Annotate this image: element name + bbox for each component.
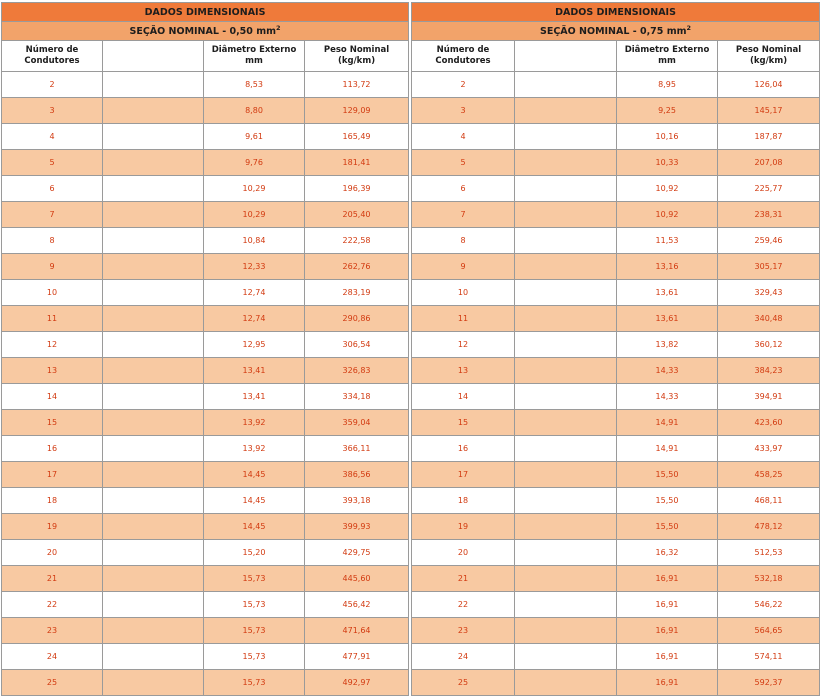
blank-cell	[103, 384, 204, 410]
blank-cell	[515, 358, 617, 384]
conductor-count-cell: 19	[412, 514, 515, 540]
table-row	[412, 462, 820, 488]
conductor-count-cell: 2	[2, 72, 103, 98]
blank-cell	[103, 228, 204, 254]
weight-cell: 359,04	[305, 410, 409, 436]
blank-cell	[515, 436, 617, 462]
blank-cell	[103, 462, 204, 488]
header-conductors-line1: Número de	[25, 45, 79, 55]
header-weight-line1: Peso Nominal	[735, 45, 802, 55]
blank-cell	[103, 306, 204, 332]
blank-cell	[103, 592, 204, 618]
weight-cell: 456,42	[305, 592, 409, 618]
table-row	[412, 514, 820, 540]
blank-cell	[103, 254, 204, 280]
header-diameter-line2: mm	[245, 56, 263, 66]
diameter-cell: 14,45	[204, 462, 305, 488]
diameter-cell: 12,74	[204, 306, 305, 332]
blank-cell	[103, 202, 204, 228]
table-row	[2, 98, 409, 124]
table-row	[412, 384, 820, 410]
weight-cell: 477,91	[305, 644, 409, 670]
table-row	[412, 358, 820, 384]
table-body	[2, 3, 409, 696]
diameter-cell: 14,33	[617, 358, 718, 384]
conductor-count-cell: 19	[2, 514, 103, 540]
header-diameter-line1: Diâmetro Externo	[624, 45, 710, 55]
weight-cell: 478,12	[718, 514, 820, 540]
blank-cell	[103, 514, 204, 540]
conductor-count-cell: 9	[2, 254, 103, 280]
diameter-cell: 10,92	[617, 176, 718, 202]
header-weight-line2: (kg/km)	[337, 56, 376, 66]
section-unit-superscript: 2	[276, 24, 281, 33]
diameter-cell: 10,16	[617, 124, 718, 150]
weight-cell: 126,04	[718, 72, 820, 98]
diameter-cell: 15,73	[204, 618, 305, 644]
diameter-cell: 10,33	[617, 150, 718, 176]
diameter-cell: 11,53	[617, 228, 718, 254]
conductor-count-cell: 15	[2, 410, 103, 436]
conductor-count-cell: 17	[412, 462, 515, 488]
conductor-count-cell: 22	[2, 592, 103, 618]
blank-cell	[103, 280, 204, 306]
conductor-count-cell: 11	[412, 306, 515, 332]
table-row	[412, 566, 820, 592]
table-title: DADOS DIMENSIONAIS	[412, 3, 820, 22]
conductor-count-cell: 7	[2, 202, 103, 228]
blank-cell	[515, 384, 617, 410]
weight-cell: 207,08	[718, 150, 820, 176]
table-row	[2, 306, 409, 332]
table-row	[2, 332, 409, 358]
diameter-cell: 10,84	[204, 228, 305, 254]
diameter-cell: 15,50	[617, 488, 718, 514]
table-row	[412, 176, 820, 202]
conductor-count-cell: 22	[412, 592, 515, 618]
header-row	[2, 41, 409, 72]
conductor-count-cell: 23	[2, 618, 103, 644]
conductor-count-cell: 3	[2, 98, 103, 124]
header-blank	[515, 41, 617, 72]
conductor-count-cell: 6	[412, 176, 515, 202]
table-row	[412, 254, 820, 280]
blank-cell	[515, 254, 617, 280]
diameter-cell: 15,73	[204, 592, 305, 618]
diameter-cell: 10,29	[204, 202, 305, 228]
blank-cell	[515, 98, 617, 124]
table-row	[2, 670, 409, 696]
header-conductors-line1: Número de	[436, 45, 490, 55]
blank-cell	[515, 228, 617, 254]
table-row	[412, 670, 820, 696]
conductor-count-cell: 20	[2, 540, 103, 566]
diameter-cell: 13,16	[617, 254, 718, 280]
table-row	[412, 98, 820, 124]
table-row	[412, 436, 820, 462]
conductor-count-cell: 16	[2, 436, 103, 462]
diameter-cell: 13,82	[617, 332, 718, 358]
conductor-count-cell: 20	[412, 540, 515, 566]
blank-cell	[515, 514, 617, 540]
blank-cell	[103, 566, 204, 592]
section-label-text: SEÇÃO NOMINAL - 0,75 mm	[540, 26, 687, 38]
blank-cell	[515, 150, 617, 176]
blank-cell	[515, 618, 617, 644]
dimension-table-050	[1, 2, 409, 696]
table-row	[412, 306, 820, 332]
weight-cell: 366,11	[305, 436, 409, 462]
table-row	[412, 592, 820, 618]
table-row	[2, 488, 409, 514]
section-row	[412, 22, 820, 41]
weight-cell: 290,86	[305, 306, 409, 332]
weight-cell: 305,17	[718, 254, 820, 280]
weight-cell: 468,11	[718, 488, 820, 514]
table-row	[412, 202, 820, 228]
header-diameter-line2: mm	[658, 56, 676, 66]
weight-cell: 340,48	[718, 306, 820, 332]
table-row	[2, 592, 409, 618]
table-row	[2, 540, 409, 566]
diameter-cell: 14,45	[204, 514, 305, 540]
table-row	[412, 644, 820, 670]
table-panel-075	[411, 2, 819, 696]
diameter-cell: 15,73	[204, 670, 305, 696]
table-row	[2, 280, 409, 306]
table-row	[412, 540, 820, 566]
diameter-cell: 13,61	[617, 306, 718, 332]
weight-cell: 334,18	[305, 384, 409, 410]
header-weight	[305, 41, 409, 72]
conductor-count-cell: 24	[2, 644, 103, 670]
conductor-count-cell: 10	[2, 280, 103, 306]
conductor-count-cell: 5	[2, 150, 103, 176]
blank-cell	[515, 488, 617, 514]
dimension-table-075	[411, 2, 820, 696]
title-row	[412, 3, 820, 22]
conductor-count-cell: 11	[2, 306, 103, 332]
diameter-cell: 16,91	[617, 618, 718, 644]
weight-cell: 283,19	[305, 280, 409, 306]
diameter-cell: 13,41	[204, 358, 305, 384]
weight-cell: 394,91	[718, 384, 820, 410]
diameter-cell: 16,91	[617, 644, 718, 670]
weight-cell: 145,17	[718, 98, 820, 124]
diameter-cell: 14,45	[204, 488, 305, 514]
table-row	[412, 618, 820, 644]
weight-cell: 329,43	[718, 280, 820, 306]
blank-cell	[515, 540, 617, 566]
blank-cell	[103, 358, 204, 384]
conductor-count-cell: 3	[412, 98, 515, 124]
table-row	[2, 150, 409, 176]
diameter-cell: 12,33	[204, 254, 305, 280]
conductor-count-cell: 13	[412, 358, 515, 384]
title-row	[2, 3, 409, 22]
table-row	[2, 202, 409, 228]
weight-cell: 423,60	[718, 410, 820, 436]
blank-cell	[515, 176, 617, 202]
header-blank	[103, 41, 204, 72]
weight-cell: 205,40	[305, 202, 409, 228]
blank-cell	[515, 670, 617, 696]
conductor-count-cell: 8	[2, 228, 103, 254]
conductor-count-cell: 4	[2, 124, 103, 150]
table-row	[2, 384, 409, 410]
diameter-cell: 15,50	[617, 514, 718, 540]
blank-cell	[103, 410, 204, 436]
diameter-cell: 13,41	[204, 384, 305, 410]
conductor-count-cell: 12	[2, 332, 103, 358]
table-panel-050	[1, 2, 408, 696]
blank-cell	[515, 410, 617, 436]
table-row	[2, 176, 409, 202]
blank-cell	[515, 644, 617, 670]
header-conductors	[412, 41, 515, 72]
table-row	[2, 410, 409, 436]
blank-cell	[103, 72, 204, 98]
diameter-cell: 13,92	[204, 410, 305, 436]
table-row	[412, 228, 820, 254]
diameter-cell: 12,95	[204, 332, 305, 358]
header-weight-line2: (kg/km)	[749, 56, 788, 66]
table-row	[412, 488, 820, 514]
conductor-count-cell: 15	[412, 410, 515, 436]
conductor-count-cell: 2	[412, 72, 515, 98]
conductor-count-cell: 21	[412, 566, 515, 592]
table-row	[2, 462, 409, 488]
weight-cell: 532,18	[718, 566, 820, 592]
blank-cell	[515, 124, 617, 150]
conductor-count-cell: 8	[412, 228, 515, 254]
weight-cell: 129,09	[305, 98, 409, 124]
conductor-count-cell: 14	[2, 384, 103, 410]
diameter-cell: 14,91	[617, 410, 718, 436]
diameter-cell: 15,73	[204, 644, 305, 670]
blank-cell	[515, 462, 617, 488]
table-row	[412, 280, 820, 306]
diameter-cell: 9,76	[204, 150, 305, 176]
section-unit-superscript: 2	[686, 24, 692, 33]
header-row	[412, 41, 820, 72]
diameter-cell: 13,61	[617, 280, 718, 306]
section-label	[412, 22, 820, 41]
blank-cell	[103, 540, 204, 566]
weight-cell: 433,97	[718, 436, 820, 462]
diameter-cell: 12,74	[204, 280, 305, 306]
weight-cell: 360,12	[718, 332, 820, 358]
table-title: DADOS DIMENSIONAIS	[2, 3, 409, 22]
weight-cell: 399,93	[305, 514, 409, 540]
diameter-cell: 8,80	[204, 98, 305, 124]
conductor-count-cell: 9	[412, 254, 515, 280]
header-conductors	[2, 41, 103, 72]
table-row	[2, 566, 409, 592]
table-row	[2, 254, 409, 280]
diameter-cell: 9,61	[204, 124, 305, 150]
conductor-count-cell: 16	[412, 436, 515, 462]
header-weight	[718, 41, 820, 72]
conductor-count-cell: 25	[412, 670, 515, 696]
weight-cell: 492,97	[305, 670, 409, 696]
weight-cell: 196,39	[305, 176, 409, 202]
weight-cell: 262,76	[305, 254, 409, 280]
header-diameter-line1: Diâmetro Externo	[211, 45, 297, 55]
weight-cell: 187,87	[718, 124, 820, 150]
diameter-cell: 16,91	[617, 566, 718, 592]
weight-cell: 429,75	[305, 540, 409, 566]
weight-cell: 222,58	[305, 228, 409, 254]
weight-cell: 592,37	[718, 670, 820, 696]
conductor-count-cell: 17	[2, 462, 103, 488]
conductor-count-cell: 25	[2, 670, 103, 696]
weight-cell: 113,72	[305, 72, 409, 98]
section-label-text: SEÇÃO NOMINAL - 0,50 mm	[129, 26, 277, 38]
weight-cell: 458,25	[718, 462, 820, 488]
diameter-cell: 15,50	[617, 462, 718, 488]
blank-cell	[515, 202, 617, 228]
table-row	[2, 618, 409, 644]
table-body	[412, 3, 820, 696]
weight-cell: 393,18	[305, 488, 409, 514]
blank-cell	[103, 488, 204, 514]
table-row	[412, 124, 820, 150]
conductor-count-cell: 21	[2, 566, 103, 592]
table-row	[412, 72, 820, 98]
blank-cell	[103, 176, 204, 202]
table-row	[412, 150, 820, 176]
blank-cell	[515, 280, 617, 306]
weight-cell: 512,53	[718, 540, 820, 566]
diameter-cell: 8,95	[617, 72, 718, 98]
weight-cell: 445,60	[305, 566, 409, 592]
table-row	[2, 228, 409, 254]
table-row	[2, 124, 409, 150]
diameter-cell: 14,33	[617, 384, 718, 410]
diameter-cell: 16,32	[617, 540, 718, 566]
section-row	[2, 22, 409, 41]
blank-cell	[515, 306, 617, 332]
blank-cell	[515, 566, 617, 592]
conductor-count-cell: 7	[412, 202, 515, 228]
blank-cell	[103, 670, 204, 696]
weight-cell: 564,65	[718, 618, 820, 644]
weight-cell: 225,77	[718, 176, 820, 202]
conductor-count-cell: 23	[412, 618, 515, 644]
blank-cell	[103, 124, 204, 150]
diameter-cell: 16,91	[617, 592, 718, 618]
weight-cell: 181,41	[305, 150, 409, 176]
conductor-count-cell: 24	[412, 644, 515, 670]
table-row	[2, 436, 409, 462]
blank-cell	[103, 332, 204, 358]
blank-cell	[103, 618, 204, 644]
diameter-cell: 10,29	[204, 176, 305, 202]
weight-cell: 326,83	[305, 358, 409, 384]
header-weight-line1: Peso Nominal	[323, 45, 390, 55]
table-row	[2, 644, 409, 670]
table-row	[2, 72, 409, 98]
weight-cell: 574,11	[718, 644, 820, 670]
diameter-cell: 10,92	[617, 202, 718, 228]
weight-cell: 306,54	[305, 332, 409, 358]
diameter-cell: 13,92	[204, 436, 305, 462]
table-row	[2, 514, 409, 540]
table-row	[2, 358, 409, 384]
diameter-cell: 16,91	[617, 670, 718, 696]
blank-cell	[515, 592, 617, 618]
weight-cell: 471,64	[305, 618, 409, 644]
header-conductors-line2: Condutores	[435, 56, 491, 66]
header-diameter	[617, 41, 718, 72]
weight-cell: 238,31	[718, 202, 820, 228]
diameter-cell: 8,53	[204, 72, 305, 98]
weight-cell: 259,46	[718, 228, 820, 254]
conductor-count-cell: 10	[412, 280, 515, 306]
diameter-cell: 14,91	[617, 436, 718, 462]
header-diameter	[204, 41, 305, 72]
table-row	[412, 410, 820, 436]
conductor-count-cell: 18	[2, 488, 103, 514]
conductor-count-cell: 5	[412, 150, 515, 176]
blank-cell	[103, 98, 204, 124]
header-conductors-line2: Condutores	[24, 56, 80, 66]
weight-cell: 384,23	[718, 358, 820, 384]
conductor-count-cell: 13	[2, 358, 103, 384]
blank-cell	[103, 150, 204, 176]
diameter-cell: 9,25	[617, 98, 718, 124]
section-label	[2, 22, 409, 41]
table-row	[412, 332, 820, 358]
weight-cell: 386,56	[305, 462, 409, 488]
conductor-count-cell: 4	[412, 124, 515, 150]
conductor-count-cell: 18	[412, 488, 515, 514]
weight-cell: 546,22	[718, 592, 820, 618]
blank-cell	[515, 72, 617, 98]
blank-cell	[103, 436, 204, 462]
weight-cell: 165,49	[305, 124, 409, 150]
diameter-cell: 15,20	[204, 540, 305, 566]
blank-cell	[515, 332, 617, 358]
diameter-cell: 15,73	[204, 566, 305, 592]
conductor-count-cell: 12	[412, 332, 515, 358]
blank-cell	[103, 644, 204, 670]
conductor-count-cell: 6	[2, 176, 103, 202]
conductor-count-cell: 14	[412, 384, 515, 410]
